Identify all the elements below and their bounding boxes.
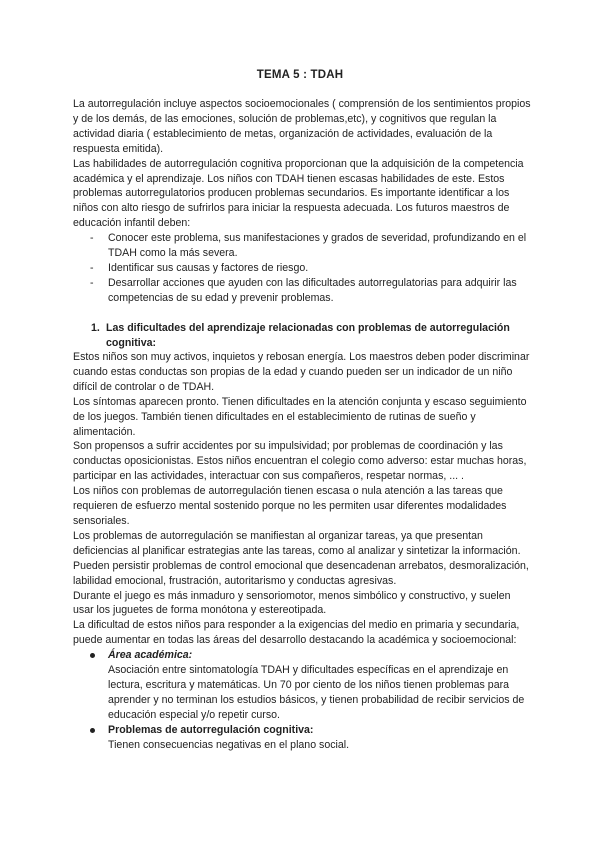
bullet-item-cognitive (73, 723, 533, 753)
body-paragraph: Los niños con problemas de autorregulación tienen escasa o nula atención a las tareas que requieren de esfuerzo mental sostenido porque no les permiten usar diferentes modalidades sensoriales. (73, 485, 507, 527)
bullet-list (73, 648, 533, 752)
dash-list (73, 231, 533, 306)
bullet-text: Asociación entre sintomatología TDAH y dificultades específicas en el aprendizaje en lectura, escritura y matemáticas. Un 70 por ciento de los niños tienen problemas para aprender y no terminan los estudios básicos, y tienen probabilidad de recibir servicios de educación especial y/o repetir curso. (108, 664, 525, 721)
body-paragraph: Son propensos a sufrir accidentes por su impulsividad; por problemas de coordinación y las conductas oposicionistas. Estos niños encuentran el colegio como adverso: estar muchas horas, participar en las actividades, interactuar con sus compañeros, respetar normas, ... . (73, 440, 527, 483)
intro-block (73, 97, 533, 306)
body-paragraph: Los problemas de autorregulación se manifiestan al organizar tareas, ya que presentan deficiencias al planificar estrategias ante las tareas, como al analizar y sintetizar la información. Pueden persistir problemas de control emocional que desencadenan arrebatos, desmoralización, labilidad emocional, frustración, autoritarismo y conductas agresivas. (73, 529, 529, 587)
bullet-heading: Problemas de autorregulación cognitiva: (108, 723, 314, 736)
dash-list-item: - Conocer este problema, sus manifestaciones y grados de severidad, profundizando en el TDAH como la más severa. (73, 231, 533, 261)
body-paragraph: La dificultad de estos niños para responder a la exigencias del medio en primaria y secundaria, puede aumentar en todas las áreas del desarrollo destacando la académica y socioemocional: (73, 619, 520, 647)
bullet-heading: Área académica: (108, 649, 193, 662)
section-heading (73, 321, 533, 351)
section-number: 1. (91, 322, 100, 334)
bullet-icon (90, 728, 95, 733)
section-body (73, 350, 533, 752)
body-paragraph: Los síntomas aparecen pronto. Tienen dificultades en la atención conjunta y escaso seguimiento de los juegos. También tienen dificultades en el establecimiento de rutinas de sueño y alimentación. (73, 395, 527, 438)
bullet-icon (90, 653, 95, 658)
body-paragraph: Durante el juego es más inmaduro y sensoriomotor, menos simbólico y constructivo, y suelen usar los juguetes de forma monótona y estereotipada. (73, 589, 511, 617)
dash-list-item: - Identificar sus causas y factores de riesgo. (73, 261, 533, 276)
intro-paragraph: Las habilidades de autorregulación cognitiva proporcionan que la adquisición de la competencia académica y el aprendizaje. Los niños con TDAH tienen escasas habilidades de este. Estos problemas autorregulatorios producen problemas secundarios. Es importante identificar a los niños con alto riesgo de sufrirlos para iniciar la respuesta adecuada. Los futuros maestros de educación infantil deben: (73, 157, 524, 230)
section-heading-text: Las dificultades del aprendizaje relacionadas con problemas de autorregulación cognitiva: (106, 322, 510, 349)
bullet-item-academic (73, 648, 533, 723)
dash-list-item: - Desarrollar acciones que ayuden con las dificultades autorregulatorias para adquirir las competencias de su edad y prevenir problemas. (73, 276, 533, 306)
body-paragraph: Estos niños son muy activos, inquietos y rebosan energía. Los maestros deben poder discriminar cuando estas conductas son propias de la edad y cuando pueden ser un indicador de un niño difícil de controlar o de TDAH. (73, 351, 530, 393)
bullet-text: Tienen consecuencias negativas en el plano social. (108, 738, 350, 751)
document-title: TEMA 5 : TDAH (256, 69, 344, 81)
intro-paragraph: La autorregulación incluye aspectos socioemocionales ( comprensión de los sentimientos propios y de los demás, de las emociones, solución de problemas,etc), y cognitivos que regulan la actividad diaria ( establecimiento de metas, organización de actividades, evaluación de la respuesta emitida). (73, 98, 531, 155)
